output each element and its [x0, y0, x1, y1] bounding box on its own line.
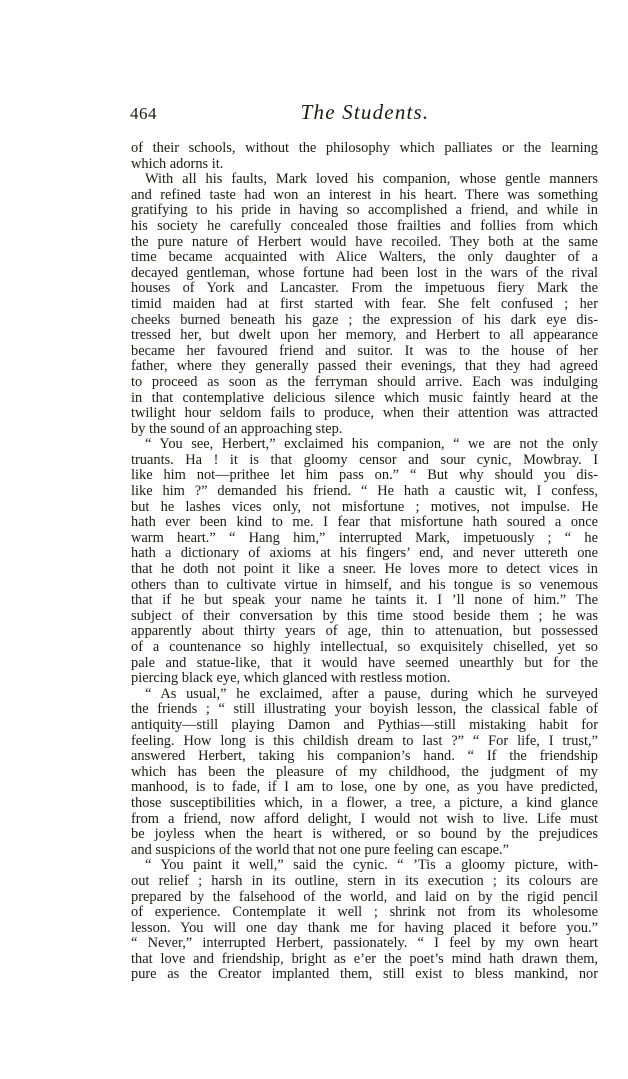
text-line: “ As usual,” he exclaimed, after a pause, during which he surveyed — [145, 685, 598, 702]
text-line: decayed gentleman, whose fortune had been lost in the wars of the rival — [131, 264, 598, 281]
text-line: father, where they generally passed their evenings, that they had agreed — [131, 358, 598, 375]
text-line: became her favoured friend and suitor. It was to the house of her — [131, 342, 598, 359]
text-line: the pure nature of Herbert would have recoiled. They both at the same — [131, 233, 598, 250]
text-line: subject of their conversation by this time stood beside them ; he was — [131, 607, 598, 624]
text-line: but he lashes vices only, not misfortune ; motives, not impulse. He — [131, 498, 598, 515]
text-line: twilight hour seldom fails to produce, when their attention was attracted — [131, 405, 598, 422]
text-line: prepared by the falsehood of the world, and laid on by the rigid pencil — [131, 888, 598, 905]
text-line: like him not—prithee let him pass on.” “ But why should you dis- — [131, 467, 598, 484]
text-line: answered Herbert, taking his companion’s hand. “ If the friendship — [131, 748, 598, 765]
text-line: which has been the pleasure of my childhood, the judgment of my — [131, 763, 598, 780]
text-line: that if he but speak your name he taints it. I ’ll none of him.” The — [131, 592, 598, 609]
text-line: “ You paint it well,” said the cynic. “ ’Tis a gloomy picture, with- — [145, 857, 598, 874]
text-line: “ You see, Herbert,” exclaimed his companion, “ we are not the only — [145, 436, 598, 453]
text-line: “ Never,” interrupted Herbert, passionately. “ I feel by my own heart — [131, 935, 598, 952]
text-line: truants. Ha ! it is that gloomy censor and sour cynic, Mowbray. I — [131, 451, 598, 468]
page-header — [130, 100, 600, 130]
text-line: antiquity—still playing Damon and Pythias—still mistaking habit for — [131, 716, 598, 733]
text-line: that love and friendship, bright as e’er the poet’s mind hath drawn them, — [131, 950, 598, 967]
text-line: gratifying to his pride in having so accomplished a friend, and while in — [131, 202, 598, 219]
page-number: 464 — [130, 104, 157, 123]
text-line: houses of York and Lancaster. From the impetuous fiery Mark the — [131, 280, 598, 297]
text-line: of a countenance so highly intellectual, so exquisitely chiselled, yet so — [131, 639, 598, 655]
text-line: pale and statue-like, that it would have seemed unearthly but for the — [131, 654, 598, 671]
text-line: pure as the Creator implanted them, still exist to bless mankind, nor — [131, 966, 598, 983]
text-line: out relief ; harsh in its outline, stern in its execution ; its colours are — [131, 872, 598, 889]
text-line: the friends ; “ still illustrating your boyish lesson, the classical fable of — [131, 701, 598, 718]
text-line: manhood, is to fade, if I am to lose, one by one, as you have predicted, — [131, 779, 598, 796]
text-line: from a friend, now afford delight, I would not wish to live. Life must — [131, 810, 598, 827]
running-title: The Students. — [300, 100, 430, 124]
text-line: tressed her, but dwelt upon her memory, and Herbert to all appearance — [131, 327, 598, 344]
text-line: and refined taste had won an interest in his heart. There was something — [131, 186, 598, 203]
text-line: hath a dictionary of axioms at his fingers’ end, and never uttereth one — [131, 545, 598, 562]
text-line: others than to cultivate virtue in himself, and his tongue is so venemous — [131, 576, 598, 593]
text-line: time became acquainted with Alice Walters, the only daughter of a — [131, 249, 598, 266]
text-line: apparently about thirty years of age, thin to attenuation, but possessed — [131, 623, 598, 640]
text-line: timid maiden had at first started with fear. She felt confused ; her — [131, 295, 598, 312]
text-line: feeling. How long is this childish dream to last ?” “ For life, I trust,” — [131, 732, 598, 749]
text-line: of their schools, without the philosophy which palliates or the learning — [131, 140, 598, 156]
text-line: warm heart.” “ Hang him,” interrupted Mark, impetuously ; “ he — [131, 529, 598, 546]
text-line: piercing black eye, which glanced with restless motion. — [131, 670, 451, 687]
text-line: With all his faults, Mark loved his companion, whose gentle manners — [145, 171, 598, 188]
text-line: lesson. You will one day thank me for having placed it before you.” — [131, 919, 598, 936]
text-line: to proceed as soon as the ferryman should arrive. Each was indulging — [131, 373, 598, 390]
text-line: in that contemplative delicious silence which music faintly heard at the — [131, 389, 598, 406]
text-line: that he doth not point it like a sneer. He loves more to detect vices in — [131, 561, 598, 578]
text-line: like him ?” demanded his friend. “ He hath a caustic wit, I confess, — [131, 483, 598, 500]
body-text — [131, 141, 598, 983]
text-line: those susceptibilities which, in a flower, a tree, a picture, a kind glance — [131, 794, 598, 811]
text-line: hath ever been kind to me. I fear that misfortune hath soured a once — [131, 514, 598, 531]
text-line: and suspicions of the world that not one pure feeling can escape.” — [131, 841, 510, 858]
text-line: of experience. Contemplate it well ; shrink not from its wholesome — [131, 904, 598, 921]
text-line: be joyless when the heart is withered, or so bound by the prejudices — [131, 826, 598, 843]
text-line: cheeks burned beneath his gaze ; the expression of his dark eye dis- — [131, 311, 598, 328]
text-line: by the sound of an approaching step. — [131, 420, 343, 437]
text-line: his society he carefully concealed those frailties and follies from which — [131, 217, 598, 234]
text-line: which adorns it. — [131, 155, 224, 172]
